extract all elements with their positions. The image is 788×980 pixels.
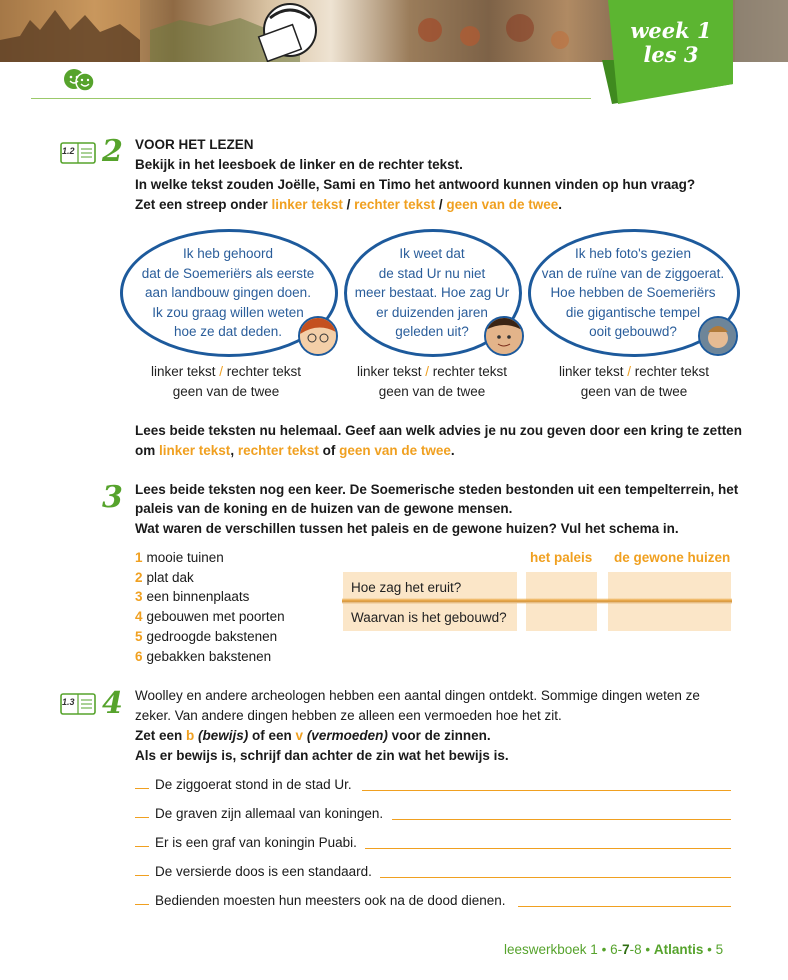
text: van de ruïne van de ziggoerat.: [541, 265, 725, 281]
text: Zet een streep onder: [135, 197, 272, 212]
list-item: [135, 548, 285, 568]
instruction-line: Bekijk in het leesboek de linker en de rechter tekst.: [135, 157, 463, 172]
week-lesson-tab: [602, 0, 733, 110]
text: .: [450, 443, 455, 458]
list-item: [135, 587, 285, 607]
option-text: geen van de twee: [446, 197, 559, 212]
text: ooit gebouwd?: [589, 324, 677, 339]
text: Ik zou graag willen weten: [152, 304, 304, 320]
statement-text: Bedienden moesten hun meesters ook na de dood dienen.: [155, 893, 506, 908]
text: /: [342, 197, 355, 212]
instruction-line: Woolley en andere archeologen hebben een aantal dingen ontdekt. Sommige dingen weten ze: [135, 688, 700, 703]
lesson-label: les 3: [643, 42, 699, 67]
page-footer: leeswerkboek 1 • 6-7-8 • Atlantis • 5: [504, 942, 724, 957]
grade-current: 7: [622, 942, 630, 957]
brand-name: Atlantis: [653, 942, 704, 957]
answer-blank[interactable]: [135, 788, 149, 789]
instruction-line: Wat waren de verschillen tussen het paleis en de gewone huizen? Vul het schema in.: [135, 521, 679, 536]
week-label: week 1: [630, 18, 712, 43]
choice-geen[interactable]: geen van de twee: [378, 384, 486, 399]
choice-rechter[interactable]: rechter tekst: [226, 364, 302, 379]
instruction-line: Lees beide teksten nog een keer. De Soemerische steden bestonden uit een tempelterrein, het: [135, 482, 739, 497]
answer-line[interactable]: [362, 790, 731, 791]
instruction-line: zeker. Van andere dingen hebben ze alleen een vermoeden hoe het zit.: [135, 708, 562, 723]
list-item: [135, 568, 285, 588]
list-item: [135, 647, 285, 667]
answer-blank[interactable]: [135, 904, 149, 905]
b-marker: b: [186, 728, 195, 743]
option-text: linker tekst: [159, 443, 231, 458]
answer-cell[interactable]: [526, 603, 597, 631]
item-text: gedroogde bakstenen: [146, 628, 278, 644]
separator: /: [623, 364, 635, 379]
v-marker: v: [295, 728, 304, 743]
item-number: 5: [135, 628, 143, 644]
text: Zet een: [135, 728, 187, 743]
answer-blank[interactable]: [135, 817, 149, 818]
option-text: linker tekst: [271, 197, 343, 212]
question-number: 3: [102, 480, 123, 515]
page-number: 5: [715, 942, 724, 957]
answer-cell[interactable]: [608, 603, 731, 631]
item-text: mooie tuinen: [146, 550, 224, 565]
statement-text: De versierde doos is een standaard.: [155, 864, 372, 879]
text: er duizenden jaren: [376, 304, 488, 320]
instruction-line: [135, 726, 491, 746]
separator: /: [421, 364, 433, 379]
text: /: [435, 197, 447, 212]
item-number: 3: [135, 589, 143, 605]
statement-row: [135, 806, 383, 821]
instruction-line: Lees beide teksten nu helemaal. Geef aan welk advies je nu zou geven door een kring te zetten: [135, 423, 742, 438]
text: dat de Soemeriërs als eerste: [141, 265, 315, 281]
header-rule: [31, 98, 591, 99]
choice-linker[interactable]: linker tekst: [558, 364, 624, 379]
text: Ik heb gehoord: [182, 246, 274, 261]
text: (bewijs): [194, 728, 249, 743]
choice-geen[interactable]: geen van de twee: [172, 384, 280, 399]
separator: /: [215, 364, 227, 379]
text: of een: [248, 728, 296, 743]
question-number: 4: [102, 686, 123, 721]
answer-line[interactable]: [518, 906, 731, 907]
answer-line[interactable]: [380, 877, 731, 878]
column-header: het paleis: [530, 550, 593, 565]
row-label: Hoe zag het eruit?: [351, 580, 462, 595]
statement-row: [135, 777, 352, 792]
answer-cell[interactable]: [608, 572, 731, 600]
item-text: plat dak: [146, 569, 194, 585]
choice-linker[interactable]: linker tekst: [150, 364, 216, 379]
statement-text: De graven zijn allemaal van koningen.: [155, 806, 384, 821]
text: Ik weet dat: [399, 246, 465, 261]
text: die gigantische tempel: [565, 304, 701, 320]
choice-options: [120, 362, 332, 402]
text: Hoe hebben de Soemeriërs: [550, 285, 716, 300]
text: om: [135, 443, 160, 458]
text: meer bestaat. Hoe zag Ur: [354, 285, 510, 300]
numbered-list: [135, 548, 285, 666]
instruction-line: [135, 441, 455, 461]
text: aan landbouw gingen doen.: [145, 285, 311, 300]
answer-cell[interactable]: [526, 572, 597, 600]
instruction-line: Als er bewijs is, schrijf dan achter de zin wat het bewijs is.: [135, 748, 509, 763]
book-ref-label: 1.2: [62, 146, 75, 156]
text: of: [318, 443, 340, 458]
grade: 8: [634, 942, 642, 957]
choice-options: [344, 362, 520, 402]
book-ref-label: 1.3: [62, 697, 75, 707]
item-number: 6: [135, 648, 143, 664]
statement-row: [135, 835, 357, 850]
choice-rechter[interactable]: rechter tekst: [634, 364, 710, 379]
answer-line[interactable]: [365, 848, 731, 849]
list-item: [135, 607, 285, 627]
instruction-line: paleis van de koning en de huizen van de gewone mensen.: [135, 501, 513, 516]
statement-row: [135, 893, 506, 908]
answer-blank[interactable]: [135, 846, 149, 847]
row-label: Waarvan is het gebouwd?: [351, 610, 507, 625]
item-number: 4: [135, 609, 143, 625]
option-text: geen van de twee: [339, 443, 451, 458]
table-divider: [342, 598, 732, 604]
item-text: een binnenplaats: [146, 589, 250, 605]
text: Ik heb foto's gezien: [575, 246, 691, 261]
text: voor de zinnen.: [387, 728, 491, 743]
question-number: 2: [102, 134, 123, 169]
choice-options: [528, 362, 740, 402]
answer-blank[interactable]: [135, 875, 149, 876]
statement-row: [135, 864, 372, 879]
instruction-line: In welke tekst zouden Joëlle, Sami en Timo het antwoord kunnen vinden op hun vraag?: [135, 177, 696, 192]
book-reference-icon: [60, 691, 96, 722]
list-item: [135, 627, 285, 647]
book-title: leeswerkboek 1: [504, 942, 598, 957]
section-heading: VOOR HET LEZEN: [135, 137, 254, 152]
column-header: de gewone huizen: [614, 550, 731, 565]
item-text: gebouwen met poorten: [146, 609, 285, 625]
text: geleden uit?: [395, 324, 469, 339]
choice-geen[interactable]: geen van de twee: [580, 384, 688, 399]
grade: 6: [610, 942, 618, 957]
option-text: rechter tekst: [354, 197, 436, 212]
choice-linker[interactable]: linker tekst: [356, 364, 422, 379]
avatar: [298, 316, 338, 356]
item-number: 1: [135, 550, 143, 565]
item-text: gebakken bakstenen: [146, 648, 272, 664]
answer-line[interactable]: [392, 819, 731, 820]
choice-rechter[interactable]: rechter tekst: [432, 364, 508, 379]
text: ,: [230, 443, 238, 458]
text: hoe ze dat deden.: [173, 324, 283, 339]
statement-text: De ziggoerat stond in de stad Ur.: [155, 777, 352, 792]
item-number: 2: [135, 569, 143, 585]
avatar: [698, 316, 738, 356]
option-text: rechter tekst: [237, 443, 319, 458]
book-reference-icon: [60, 140, 96, 171]
instruction-line: [135, 195, 562, 215]
text: .: [558, 197, 562, 212]
pair-work-icon: [62, 66, 96, 94]
text: de stad Ur nu niet: [378, 265, 486, 281]
statement-text: Er is een graf van koningin Puabi.: [155, 835, 357, 850]
avatar: [484, 316, 524, 356]
text: (vermoeden): [303, 728, 388, 743]
